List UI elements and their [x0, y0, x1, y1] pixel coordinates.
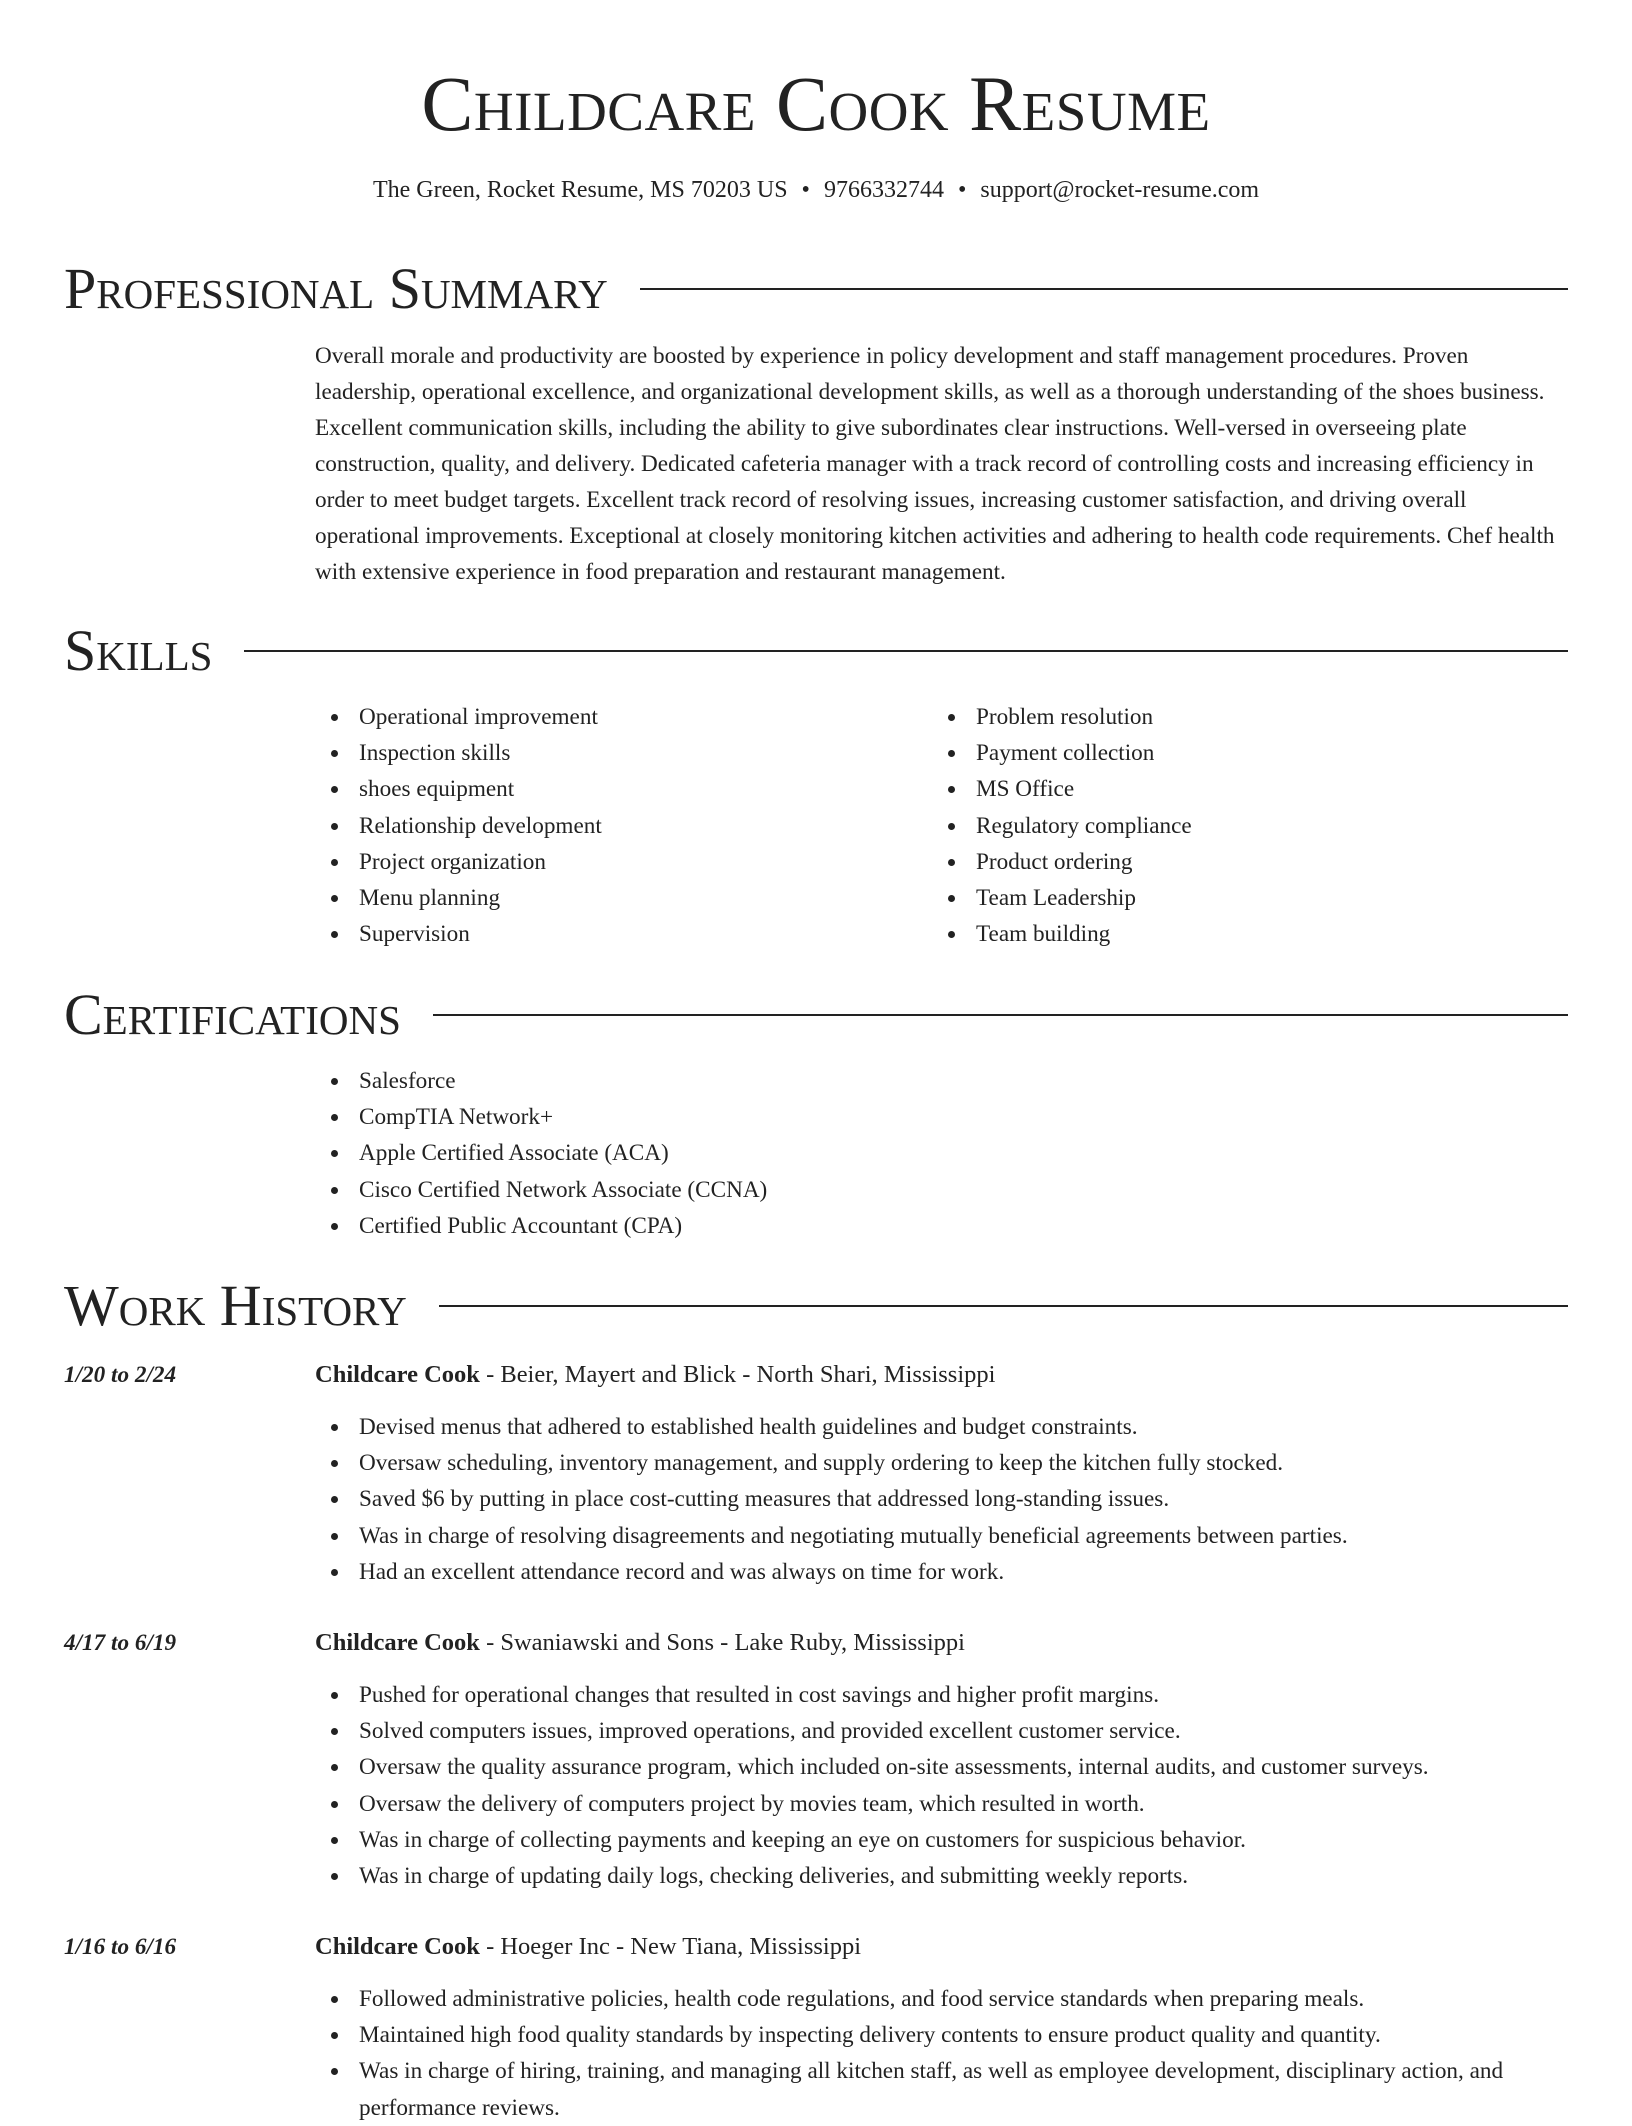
job-duties-list [315, 1409, 1570, 1590]
section-rule [439, 1305, 1568, 1307]
job-dates: 4/17 to 6/19 [64, 1630, 177, 1656]
job-duties [315, 1409, 1570, 1590]
job-duties [315, 1677, 1570, 1894]
job-duty-item: Had an excellent attendance record and was always on time for work. [315, 1554, 1570, 1590]
resume-title: Childcare Cook Resume [421, 60, 1211, 147]
job-duty-item: Followed administrative policies, health code regulations, and food service standards when preparing meals. [315, 1981, 1570, 2017]
skill-item: Team building [932, 916, 1532, 952]
job-duty-item: Devised menus that adhered to established health guidelines and budget constraints. [315, 1409, 1570, 1445]
certifications-list [315, 1063, 1315, 1244]
skill-item: Relationship development [315, 808, 915, 844]
job-duty-item: Oversaw the quality assurance program, which included on-site assessments, internal audits, and customer surveys. [315, 1749, 1570, 1785]
section-rule [244, 650, 1568, 652]
skill-item: Inspection skills [315, 735, 915, 771]
job-duty-item: Was in charge of resolving disagreements and negotiating mutually beneficial agreements between parties. [315, 1518, 1570, 1554]
job-title: Childcare Cook [315, 1361, 480, 1388]
skills-column-right [932, 699, 1532, 952]
job-employer: - Beier, Mayert and Blick - North Shari, Mississippi [479, 1361, 996, 1388]
skills-column-left [315, 699, 915, 952]
certification-item: Apple Certified Associate (ACA) [315, 1135, 1315, 1171]
certification-item: CompTIA Network+ [315, 1099, 1315, 1135]
skills-list-right [932, 699, 1532, 952]
job-dates: 1/20 to 2/24 [64, 1362, 177, 1388]
certification-item: Cisco Certified Network Associate (CCNA) [315, 1172, 1315, 1208]
skill-item: Menu planning [315, 880, 915, 916]
job-duty-item: Oversaw the delivery of computers project by movies team, which resulted in worth. [315, 1786, 1570, 1822]
skill-item: Problem resolution [932, 699, 1532, 735]
contact-address: The Green, Rocket Resume, MS 70203 US [372, 177, 788, 203]
skill-item: Regulatory compliance [932, 808, 1532, 844]
job-duty-item: Was in charge of collecting payments and keeping an eye on customers for suspicious behavior. [315, 1822, 1570, 1858]
contact-phone: 9766332744 [823, 177, 944, 203]
contact-line [0, 172, 1632, 208]
certifications-column [315, 1063, 1315, 1244]
summary-heading: Professional Summary [64, 256, 608, 321]
job-title: Childcare Cook [315, 1629, 480, 1656]
skill-item: Product ordering [932, 844, 1532, 880]
job-duty-item: Pushed for operational changes that resulted in cost savings and higher profit margins. [315, 1677, 1570, 1713]
summary-section-heading [64, 254, 1568, 324]
job-title: Childcare Cook [315, 1933, 480, 1960]
skills-list-left [315, 699, 915, 952]
work-history-heading: Work History [64, 1273, 407, 1338]
skill-item: shoes equipment [315, 771, 915, 807]
job-duties-list [315, 1981, 1570, 2126]
job-duty-item: Was in charge of hiring, training, and managing all kitchen staff, as well as employee development, disciplinary action, and performance reviews. [315, 2053, 1570, 2125]
job-duty-item: Solved computers issues, improved operations, and provided excellent customer service. [315, 1713, 1570, 1749]
contact-separator: • [801, 177, 810, 203]
job-heading [315, 1357, 995, 1393]
certification-item: Certified Public Accountant (CPA) [315, 1208, 1315, 1244]
certifications-heading: Certifications [64, 982, 401, 1047]
certifications-section-heading [64, 980, 1568, 1050]
job-duties [315, 1981, 1570, 2126]
work-history-section-heading [64, 1271, 1568, 1341]
skills-heading: Skills [64, 618, 213, 683]
job-duty-item: Oversaw scheduling, inventory management, and supply ordering to keep the kitchen fully stocked. [315, 1445, 1570, 1481]
job-duty-item: Maintained high food quality standards by inspecting delivery contents to ensure product quality and quantity. [315, 2017, 1570, 2053]
skill-item: MS Office [932, 771, 1532, 807]
job-duties-list [315, 1677, 1570, 1894]
skill-item: Supervision [315, 916, 915, 952]
section-rule [433, 1014, 1568, 1016]
job-duty-item: Saved $6 by putting in place cost-cutting measures that addressed long-standing issues. [315, 1481, 1570, 1517]
job-dates: 1/16 to 6/16 [64, 1934, 177, 1960]
skill-item: Team Leadership [932, 880, 1532, 916]
job-heading [315, 1625, 965, 1661]
section-rule [640, 288, 1568, 290]
job-heading [315, 1929, 861, 1965]
summary-text: Overall morale and productivity are boosted by experience in policy development and staff management procedures. Proven leadership, operational excellence, and organizational development skills, as well as a thorough understanding of the shoes business. Excellent communication skills, including the ability to give subordinates clear instructions. Well-versed in overseeing plate construction, quality, and delivery. Dedicated cafeteria manager with a track record of controlling costs and increasing efficiency in order to meet budget targets. Excellent track record of resolving issues, increasing customer satisfaction, and driving overall operational improvements. Exceptional at closely monitoring kitchen activities and adhering to health code requirements. Chef health with extensive experience in food preparation and restaurant management. [315, 343, 1555, 585]
contact-separator: • [957, 177, 967, 203]
job-duty-item: Was in charge of updating daily logs, checking deliveries, and submitting weekly reports. [315, 1858, 1570, 1894]
skills-section-heading [64, 616, 1568, 686]
skill-item: Project organization [315, 844, 915, 880]
contact-email: support@rocket-resume.com [980, 177, 1260, 203]
job-employer: - Hoeger Inc - New Tiana, Mississippi [479, 1933, 862, 1960]
job-employer: - Swaniawski and Sons - Lake Ruby, Mississippi [479, 1629, 965, 1656]
certification-item: Salesforce [315, 1063, 1315, 1099]
skill-item: Payment collection [932, 735, 1532, 771]
skill-item: Operational improvement [315, 699, 915, 735]
